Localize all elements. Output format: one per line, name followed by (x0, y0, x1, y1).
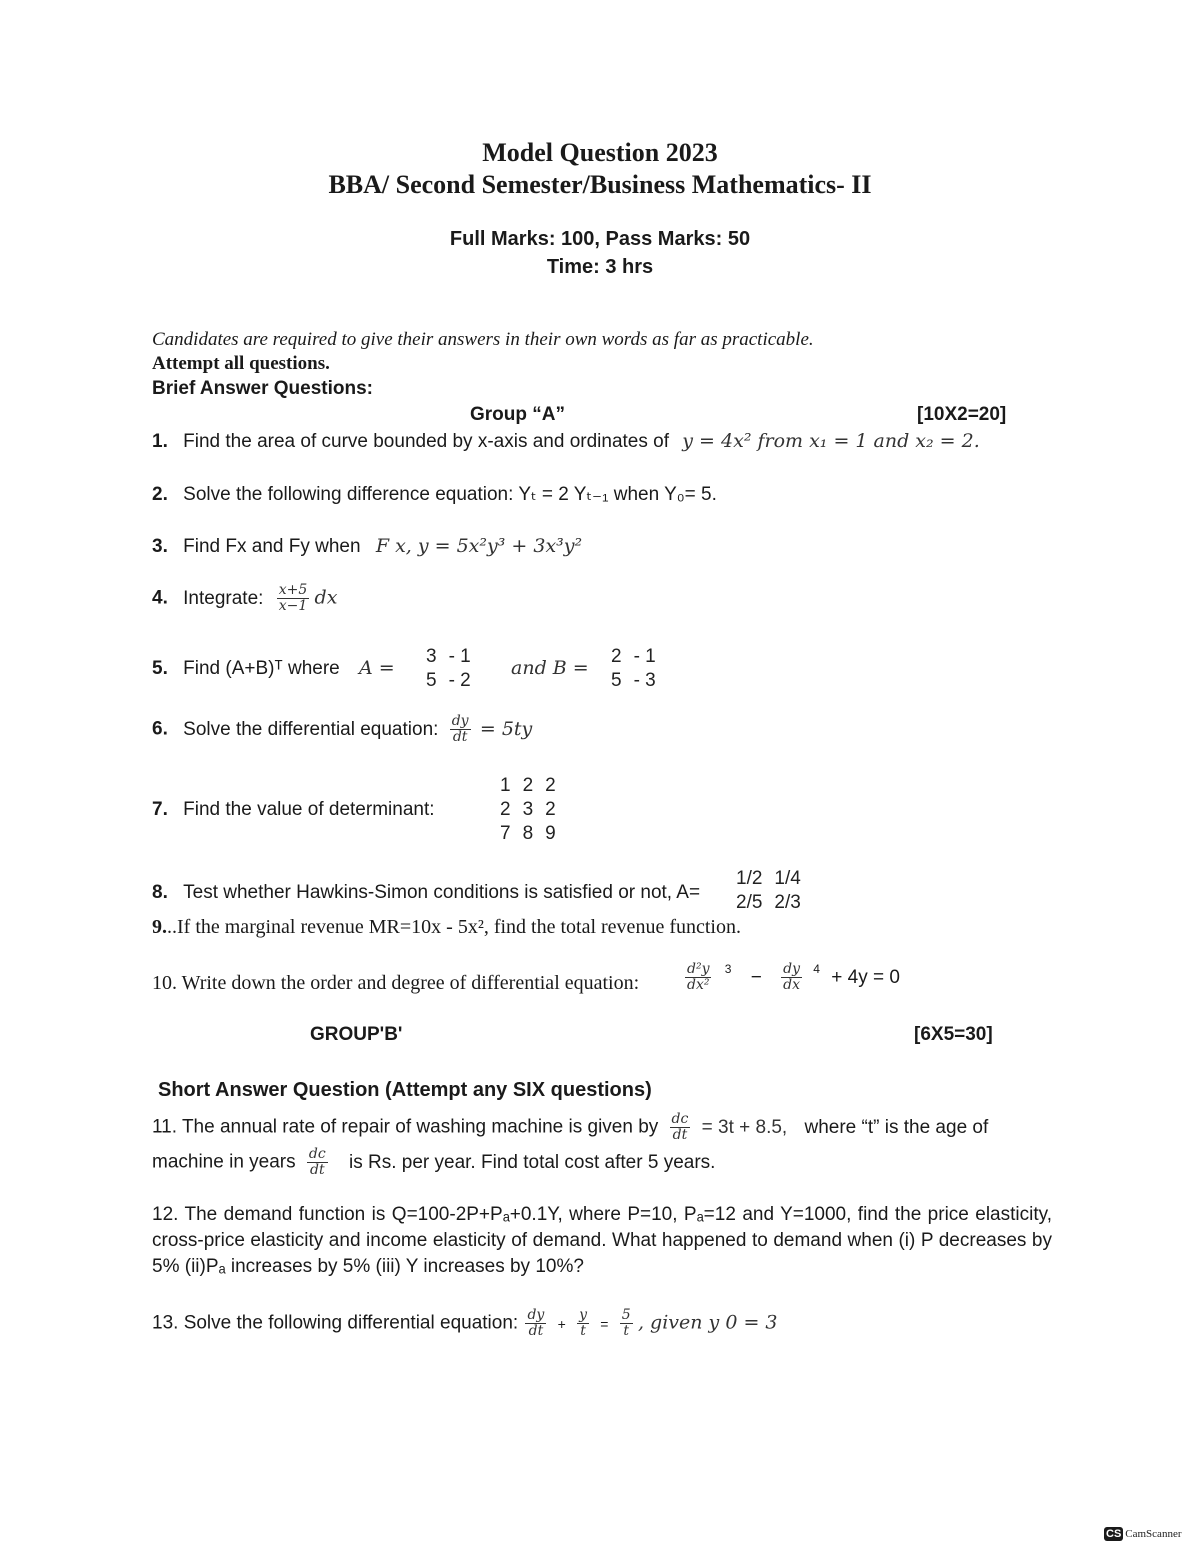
fraction-numerator: 5 (621, 1307, 631, 1323)
matrix-cell: 2 (611, 646, 622, 667)
question-4 (152, 583, 337, 614)
fraction-numerator: dc (308, 1146, 326, 1162)
group-a-marks: [10X2=20] (917, 404, 1007, 425)
matrix-b (605, 645, 662, 693)
question-6 (152, 714, 532, 745)
question-number: 5. (152, 658, 168, 679)
matrix-a (420, 645, 477, 693)
instruction-attempt: Attempt all questions. (152, 353, 330, 374)
matrix-cell: 1/4 (774, 868, 801, 889)
matrix-cell: 2/5 (736, 892, 763, 913)
matrix-cell: 2 (545, 775, 556, 796)
question-1 (152, 430, 980, 453)
rate-fraction (307, 1147, 328, 1178)
question-12: 12. The demand function is Q=100-2P+Pₐ+0.1Y, where P=10, Pₐ=12 and Y=1000, find the price elasticity, cross-price elasticity and income elasticity of demand. What happened to demand when (i) P decreases by 5% (ii)Pₐ increases by 5% (iii) Y increases by 10%? (152, 1204, 1052, 1277)
question-9 (152, 916, 741, 939)
matrix-cell: - 1 (448, 646, 471, 667)
group-b-title: GROUP'B' (310, 1024, 403, 1045)
group-a-title: Group “A” (470, 404, 565, 425)
matrix-cell: 5 (426, 670, 437, 691)
camscanner-logo-icon: CS (1106, 1528, 1122, 1540)
matrix-cell: 7 (500, 823, 511, 844)
question-number: 3. (152, 536, 168, 557)
question-7 (152, 799, 435, 821)
minus-sign: − (750, 966, 762, 988)
question-number: 8. (152, 882, 168, 903)
initial-condition: , given y 0 = 3 (637, 1311, 778, 1334)
fraction-denominator: dx (783, 977, 800, 993)
matrix-cell: 8 (522, 823, 534, 844)
question-number: 9. (152, 916, 167, 938)
matrix-cell: 1/2 (736, 868, 763, 889)
y-over-t-fraction (577, 1308, 589, 1339)
question-number: 4. (152, 587, 168, 609)
matrix-cell: 2 (545, 799, 556, 820)
question-text: Test whether Hawkins-Simon conditions is satisfied or not, A= (183, 882, 701, 903)
question-text-tail: where “t” is the age of (804, 1116, 989, 1138)
exponent: 3 (724, 962, 732, 976)
question-math: = 5ty (479, 717, 533, 740)
five-over-t-fraction (620, 1308, 633, 1339)
question-math: dx (314, 586, 338, 609)
fraction-numerator: dc (671, 1111, 689, 1127)
matrix-b-label: and B = (511, 657, 589, 679)
instruction-note: Candidates are required to give their answers in their own words as far as practicable. (152, 329, 814, 350)
fraction-numerator: dy (527, 1307, 545, 1323)
group-b-marks: [6X5=30] (914, 1024, 993, 1045)
question-text-tail: is Rs. per year. Find total cost after 5 years. (349, 1151, 716, 1173)
question-text: machine in years (152, 1151, 296, 1173)
question-8 (152, 882, 700, 904)
question-number: 6. (152, 718, 168, 740)
question-text: 13. Solve the following differential equation: (152, 1312, 519, 1334)
matrix-cell: 1 (500, 775, 511, 796)
fraction-numerator: x+5 (278, 582, 308, 598)
question-text: Find the area of curve bounded by x-axis and ordinates of (183, 431, 669, 452)
fraction-denominator: dt (528, 1323, 544, 1339)
matrix-cell: - 1 (633, 646, 656, 667)
fraction-denominator: dx² (687, 977, 710, 993)
question-11-line-2 (152, 1147, 715, 1178)
question-text: Find (A+B)ᵀ where (183, 658, 340, 679)
question-text: ..If the marginal revenue MR=10x - 5x², find the total revenue function. (167, 916, 741, 938)
first-derivative-fraction (781, 962, 802, 993)
plus-sign: + (557, 1315, 566, 1332)
marks-line: Full Marks: 100, Pass Marks: 50 (449, 228, 751, 250)
fraction-denominator: dt (452, 729, 468, 745)
section-heading-brief: Brief Answer Questions: (152, 378, 374, 399)
fraction-numerator: dy (451, 713, 469, 729)
section-heading-short: Short Answer Question (Attempt any SIX questions) (158, 1079, 652, 1101)
integrand-fraction (277, 583, 310, 614)
camscanner-brand: CamScanner (1125, 1528, 1182, 1540)
fraction-denominator: dt (672, 1127, 688, 1143)
question-text: Solve the differential equation: (183, 718, 439, 740)
matrix-cell: 3 (522, 799, 534, 820)
equation-tail: + 4y = 0 (831, 966, 900, 988)
question-number: 1. (152, 431, 168, 452)
matrix-cell: 3 (426, 646, 437, 667)
fraction-denominator: t (623, 1323, 630, 1339)
question-10-math (685, 962, 900, 993)
time-line: Time: 3 hrs (546, 256, 654, 278)
equals-sign: = (600, 1315, 609, 1332)
matrix-cell: - 2 (448, 670, 471, 691)
question-3 (152, 535, 582, 558)
camscanner-watermark (1104, 1527, 1184, 1547)
page-title: Model Question 2023 (482, 138, 718, 167)
exponent: 4 (813, 962, 820, 976)
fraction-numerator: d²y (687, 961, 710, 977)
question-math: F x, y = 5x²y³ + 3x³y² (375, 535, 583, 557)
fraction-denominator: dt (310, 1162, 325, 1178)
rate-fraction (670, 1112, 691, 1143)
fraction-denominator: x−1 (278, 598, 308, 614)
question-11-line-1 (152, 1112, 988, 1143)
question-5 (152, 657, 395, 680)
question-2 (152, 483, 717, 506)
second-derivative-fraction (685, 962, 711, 993)
matrix-cell: 2 (500, 799, 511, 820)
question-text: Solve the following difference equation: Yₜ = 2 Yₜ₋₁ when Y₀= 5. (183, 484, 717, 505)
hawkins-simon-matrix (730, 867, 807, 915)
matrix-cell: - 3 (633, 670, 656, 691)
question-number: 7. (152, 799, 168, 820)
fraction-numerator: dy (783, 961, 800, 977)
question-text: 11. The annual rate of repair of washing machine is given by (152, 1116, 659, 1138)
question-10: 10. Write down the order and degree of differential equation: (152, 972, 640, 994)
derivative-fraction (525, 1308, 546, 1339)
question-math: = 3t + 8.5, (701, 1116, 788, 1138)
fraction-denominator: t (580, 1323, 586, 1339)
question-13 (152, 1308, 778, 1339)
question-text: Find Fx and Fy when (183, 536, 361, 557)
matrix-cell: 5 (611, 670, 622, 691)
question-math: y = 4x² from x₁ = 1 and x₂ = 2. (682, 430, 980, 452)
derivative-fraction (450, 714, 471, 745)
matrix-a-label: A = (359, 657, 395, 679)
fraction-numerator: y (579, 1307, 588, 1323)
determinant-matrix (494, 774, 562, 846)
matrix-cell: 2/3 (774, 892, 801, 913)
matrix-cell: 9 (545, 823, 556, 844)
question-text: Integrate: (183, 587, 264, 609)
page-subtitle: BBA/ Second Semester/Business Mathematics- II (328, 170, 872, 199)
matrix-cell: 2 (522, 775, 534, 796)
question-text: Find the value of determinant: (183, 799, 435, 820)
question-number: 2. (152, 484, 168, 505)
